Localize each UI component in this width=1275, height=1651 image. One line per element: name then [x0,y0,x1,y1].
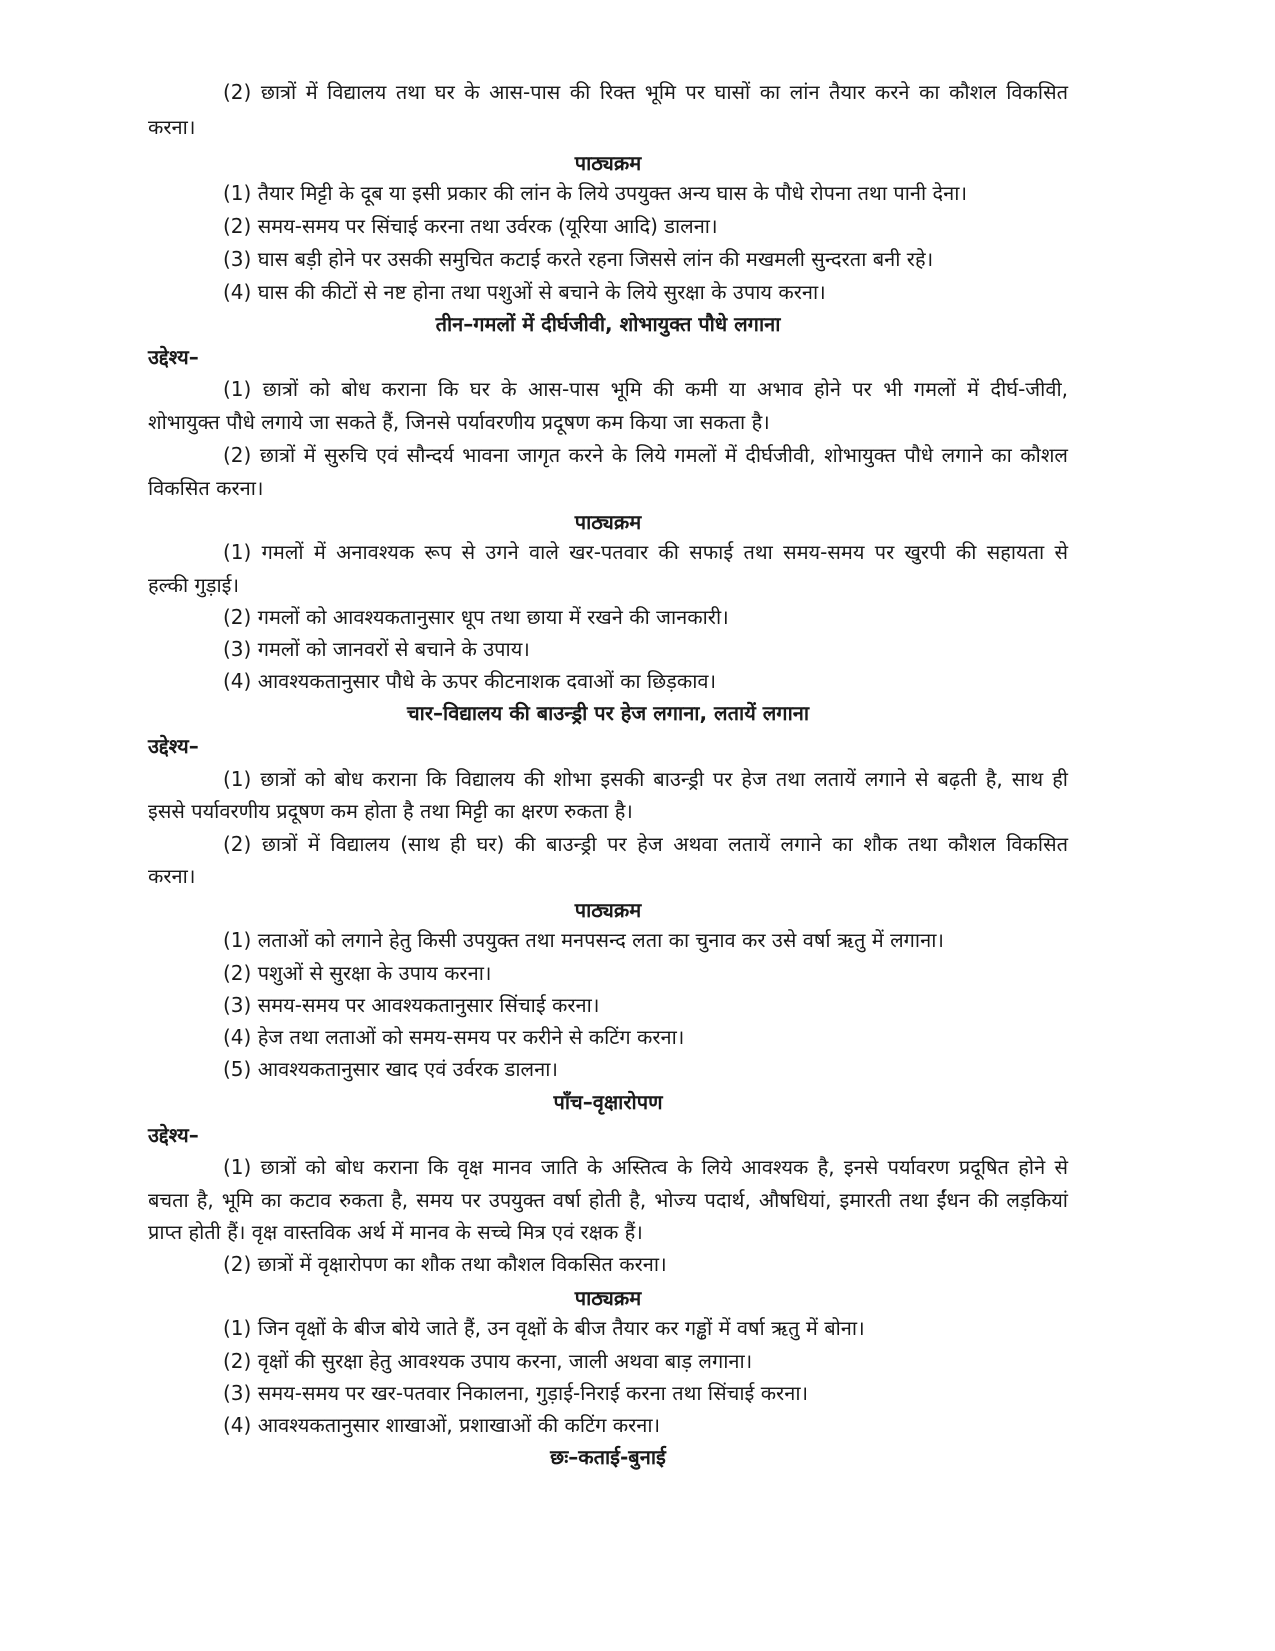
paragraph-line: (2) छात्रों में विद्यालय तथा घर के आस-पास की रिक्त भूमि पर घासों का लांन तैयार करने का कौशल विकसित [223,80,1068,104]
objective-label: उद्देश्य– [148,734,199,758]
paragraph-line: (1) तैयार मिट्टी के दूब या इसी प्रकार की लांन के लिये उपयुक्त अन्य घास के पौधे रोपना तथा पानी देना। [223,181,968,205]
section-heading: पाँच–वृक्षारोपण [553,1090,663,1114]
section-heading: पाठ्यक्रम [574,510,642,534]
paragraph-line: (1) जिन वृक्षों के बीज बोये जाते हैं, उन वृक्षों के बीज तैयार कर गड्ढों में वर्षा ऋतु में बोना। [223,1316,865,1340]
paragraph-line: (2) छात्रों में सुरुचि एवं सौन्दर्य भावना जागृत करने के लिये गमलों में दीर्घजीवी, शोभायुक्त पौधे लगाने का कौशल [223,443,1068,467]
paragraph-line: (2) वृक्षों की सुरक्षा हेतु आवश्यक उपाय करना, जाली अथवा बाड़ लगाना। [223,1349,753,1373]
paragraph-line: (2) छात्रों में वृक्षारोपण का शौक तथा कौशल विकसित करना। [223,1252,667,1276]
paragraph-line: (1) छात्रों को बोध कराना कि घर के आस-पास भूमि की कमी या अभाव होने पर भी गमलों में दीर्घ-जीवी, [223,377,1068,401]
paragraph-line: (3) गमलों को जानवरों से बचाने के उपाय। [223,637,530,661]
paragraph-line: हल्की गुड़ाई। [148,573,240,597]
paragraph-line: (2) गमलों को आवश्यकतानुसार धूप तथा छाया में रखने की जानकारी। [223,605,729,629]
paragraph-line: (4) हेज तथा लताओं को समय-समय पर करीने से कटिंग करना। [223,1025,685,1049]
paragraph-line: (5) आवश्यकतानुसार खाद एवं उर्वरक डालना। [223,1057,558,1081]
paragraph-line: (1) छात्रों को बोध कराना कि विद्यालय की शोभा इसकी बाउन्ड्री पर हेज तथा लतायें लगाने से बढ़ती है, साथ ही [223,767,1068,791]
objective-label: उद्देश्य– [148,1123,199,1147]
paragraph-line: (4) घास की कीटों से नष्ट होना तथा पशुओं से बचाने के लिये सुरक्षा के उपाय करना। [223,280,826,304]
paragraph-line: (1) छात्रों को बोध कराना कि वृक्ष मानव जाति के अस्तित्व के लिये आवश्यक है, इनसे पर्यावरण प्रदूषित होने से [223,1155,1068,1179]
paragraph-line: (3) समय-समय पर खर-पतवार निकालना, गुड़ाई-निराई करना तथा सिंचाई करना। [223,1381,809,1405]
paragraph-line: (1) लताओं को लगाने हेतु किसी उपयुक्त तथा मनपसन्द लता का चुनाव कर उसे वर्षा ऋतु में लगाना। [223,928,944,952]
paragraph-line: विकसित करना। [148,476,264,500]
section-heading: चार–विद्यालय की बाउन्ड्री पर हेज लगाना, लतायें लगाना [406,701,810,725]
paragraph-line: (2) पशुओं से सुरक्षा के उपाय करना। [223,961,492,985]
paragraph-line: (3) समय-समय पर आवश्यकतानुसार सिंचाई करना। [223,993,600,1017]
section-heading: पाठ्यक्रम [574,151,642,175]
paragraph-line: प्राप्त होती हैं। वृक्ष वास्तविक अर्थ में मानव के सच्चे मित्र एवं रक्षक हैं। [148,1220,643,1244]
paragraph-line: (1) गमलों में अनावश्यक रूप से उगने वाले खर-पतवार की सफाई तथा समय-समय पर खुरपी की सहायता से [223,540,1068,564]
section-heading: पाठ्यक्रम [574,1286,642,1310]
section-heading: तीन–गमलों में दीर्घजीवी, शोभायुक्त पौधे लगाना [435,312,781,336]
paragraph-line: (4) आवश्यकतानुसार पौधे के ऊपर कीटनाशक दवाओं का छिड़काव। [223,669,717,693]
paragraph-line: (4) आवश्यकतानुसार शाखाओं, प्रशाखाओं की कटिंग करना। [223,1413,661,1437]
objective-label: उद्देश्य– [148,345,199,369]
paragraph-line: बचता है, भूमि का कटाव रुकता है, समय पर उपयुक्त वर्षा होती है, भोज्य पदार्थ, औषधियां, इमारती तथा ईंधन की लड़कियां [148,1188,1068,1212]
section-heading: छः–कताई-बुनाई [550,1445,666,1469]
paragraph-line: (2) छात्रों में विद्यालय (साथ ही घर) की बाउन्ड्री पर हेज अथवा लतायें लगाने का शौक तथा कौशल विकसित [223,832,1068,856]
paragraph-line: करना। [148,115,196,139]
paragraph-line: (2) समय-समय पर सिंचाई करना तथा उर्वरक (यूरिया आदि) डालना। [223,214,718,238]
paragraph-line: इससे पर्यावरणीय प्रदूषण कम होता है तथा मिट्टी का क्षरण रुकता है। [148,799,633,823]
paragraph-line: करना। [148,864,196,888]
section-heading: पाठ्यक्रम [574,898,642,922]
paragraph-line: शोभायुक्त पौधे लगाये जा सकते हैं, जिनसे पर्यावरणीय प्रदूषण कम किया जा सकता है। [148,410,770,434]
paragraph-line: (3) घास बड़ी होने पर उसकी समुचित कटाई करते रहना जिससे लांन की मखमली सुन्दरता बनी रहे। [223,247,934,271]
